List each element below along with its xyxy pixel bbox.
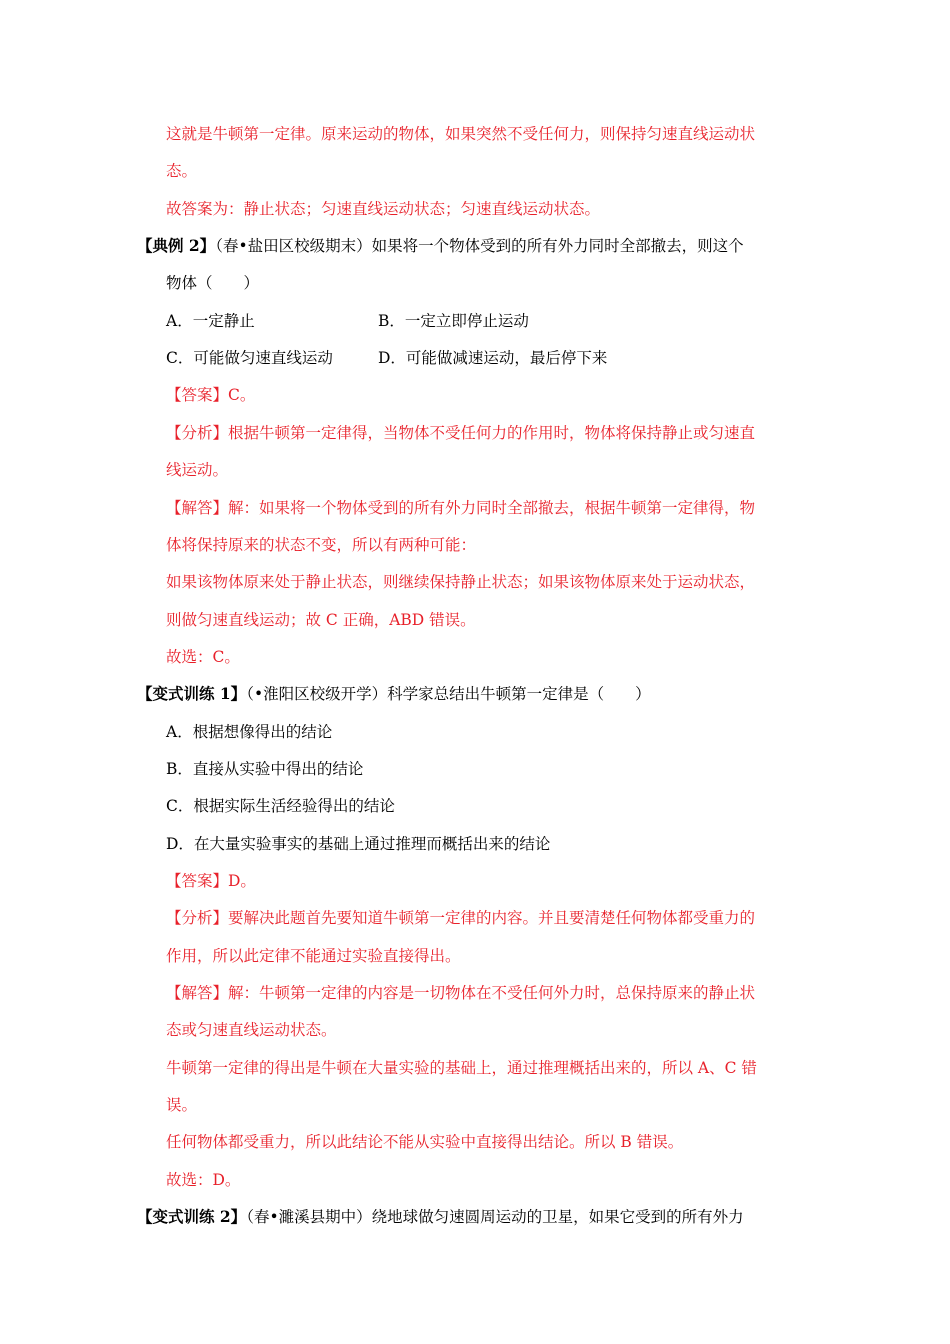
example-2-option-a: A．一定静止 <box>166 312 255 330</box>
example-2-option-c: C．可能做匀速直线运动 <box>166 349 333 367</box>
variant-1-question-text: （•淮阳区校级开学）科学家总结出牛顿第一定律是（ ） <box>246 685 651 703</box>
prev-answer-summary: 故答案为：静止状态；匀速直线运动状态；匀速直线运动状态。 <box>166 200 601 218</box>
prev-solution-line-2: 态。 <box>166 162 198 180</box>
variant-1-answer: 【答案】D。 <box>166 872 256 890</box>
example-2-solution-line-3: 如果该物体原来处于静止状态，则继续保持静止状态；如果该物体原来处于运动状态， <box>166 573 756 591</box>
variant-1-option-b: B．直接从实验中得出的结论 <box>166 760 364 778</box>
variant-1-choice: 故选：D。 <box>166 1171 241 1189</box>
variant-1-option-c: C．根据实际生活经验得出的结论 <box>166 797 395 815</box>
example-2-question-line-1 <box>137 236 744 256</box>
example-2-option-b: B．一定立即停止运动 <box>378 312 529 330</box>
variant-2-question-line-1 <box>137 1207 744 1227</box>
example-2-question-line-2: 物体（ ） <box>166 274 260 292</box>
variant-1-solution-line-5: 任何物体都受重力，所以此结论不能从实验中直接得出结论。所以 B 错误。 <box>166 1133 684 1151</box>
example-2-analysis-line-1: 【分析】根据牛顿第一定律得，当物体不受任何力的作用时，物体将保持静止或匀速直 <box>166 424 756 442</box>
example-2-choice: 故选：C。 <box>166 648 240 666</box>
variant-2-question-text: （春•濉溪县期中）绕地球做匀速圆周运动的卫星，如果它受到的所有外力 <box>246 1208 744 1226</box>
variant-1-analysis-line-1: 【分析】要解决此题首先要知道牛顿第一定律的内容。并且要清楚任何物体都受重力的 <box>166 909 756 927</box>
prev-solution-line-1: 这就是牛顿第一定律。原来运动的物体，如果突然不受任何力，则保持匀速直线运动状 <box>166 125 756 143</box>
example-2-tag: 【典例 2】 <box>137 236 216 255</box>
example-2-option-d: D．可能做减速运动，最后停下来 <box>378 349 608 367</box>
example-2-answer: 【答案】C。 <box>166 386 256 404</box>
variant-2-tag: 【变式训练 2】 <box>137 1207 247 1226</box>
example-2-solution-line-2: 体将保持原来的状态不变，所以有两种可能： <box>166 536 477 554</box>
variant-1-tag: 【变式训练 1】 <box>137 684 247 703</box>
variant-1-solution-line-1: 【解答】解：牛顿第一定律的内容是一切物体在不受任何外力时，总保持原来的静止状 <box>166 984 756 1002</box>
example-2-analysis-line-2: 线运动。 <box>166 461 229 479</box>
variant-1-option-a: A．根据想像得出的结论 <box>166 723 333 741</box>
example-2-solution-line-4: 则做匀速直线运动；故 C 正确，ABD 错误。 <box>166 611 476 629</box>
variant-1-question <box>137 684 651 704</box>
variant-1-analysis-line-2: 作用，所以此定律不能通过实验直接得出。 <box>166 947 461 965</box>
example-2-solution-line-1: 【解答】解：如果将一个物体受到的所有外力同时全部撤去，根据牛顿第一定律得，物 <box>166 499 756 517</box>
variant-1-option-d: D．在大量实验事实的基础上通过推理而概括出来的结论 <box>166 835 551 853</box>
variant-1-solution-line-3: 牛顿第一定律的得出是牛顿在大量实验的基础上，通过推理概括出来的，所以 A、C 错 <box>166 1059 757 1077</box>
example-2-question-text: （春•盐田区校级期末）如果将一个物体受到的所有外力同时全部撤去，则这个 <box>215 237 744 255</box>
variant-1-solution-line-4: 误。 <box>166 1096 198 1114</box>
variant-1-solution-line-2: 态或匀速直线运动状态。 <box>166 1021 337 1039</box>
